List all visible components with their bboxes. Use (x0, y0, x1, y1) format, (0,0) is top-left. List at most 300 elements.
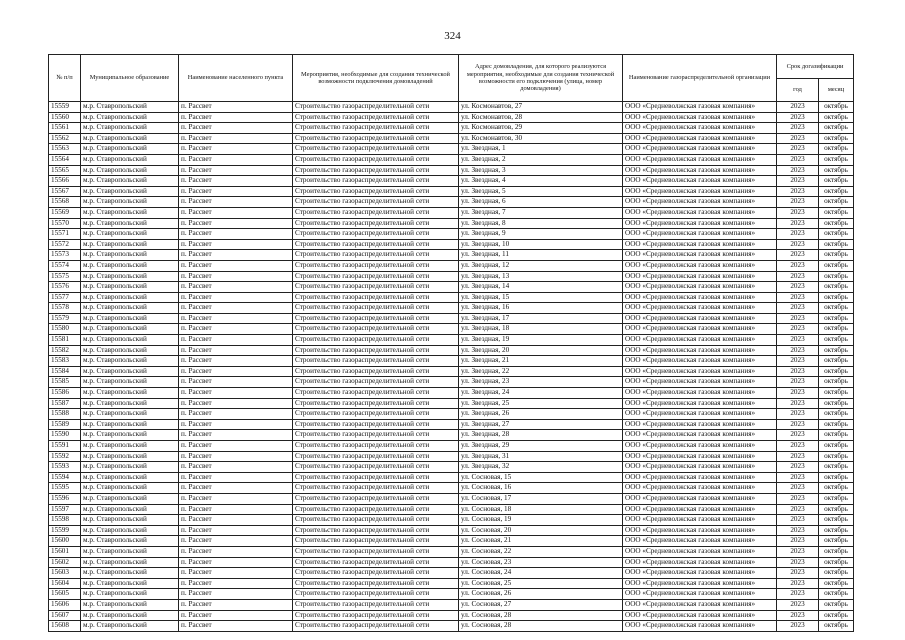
cell-year: 2023 (777, 271, 819, 282)
cell-month: октябрь (819, 345, 854, 356)
cell-num: 15559 (49, 102, 81, 113)
cell-municipality: м.р. Ставропольский (81, 515, 179, 526)
cell-num: 15591 (49, 441, 81, 452)
cell-municipality: м.р. Ставропольский (81, 419, 179, 430)
table-row (49, 260, 854, 271)
cell-address: ул. Звездная, 8 (459, 218, 623, 229)
connection-table (48, 54, 854, 632)
table-row (49, 599, 854, 610)
cell-municipality: м.р. Ставропольский (81, 493, 179, 504)
cell-settlement: п. Рассвет (179, 430, 293, 441)
cell-num: 15566 (49, 176, 81, 187)
cell-num: 15599 (49, 525, 81, 536)
cell-measure: Строительство газораспределительной сети (293, 324, 459, 335)
cell-address: ул. Звездная, 9 (459, 229, 623, 240)
cell-address: ул. Звездная, 19 (459, 335, 623, 346)
cell-org: ООО «Средневолжская газовая компания» (623, 207, 777, 218)
cell-year: 2023 (777, 218, 819, 229)
cell-settlement: п. Рассвет (179, 610, 293, 621)
cell-measure: Строительство газораспределительной сети (293, 483, 459, 494)
cell-municipality: м.р. Ставропольский (81, 260, 179, 271)
cell-num: 15608 (49, 621, 81, 632)
cell-year: 2023 (777, 621, 819, 632)
cell-address: ул. Звездная, 4 (459, 176, 623, 187)
cell-month: октябрь (819, 271, 854, 282)
cell-measure: Строительство газораспределительной сети (293, 197, 459, 208)
table-row (49, 144, 854, 155)
cell-num: 15595 (49, 483, 81, 494)
table-row (49, 102, 854, 113)
cell-measure: Строительство газораспределительной сети (293, 525, 459, 536)
table-row (49, 578, 854, 589)
cell-org: ООО «Средневолжская газовая компания» (623, 250, 777, 261)
cell-org: ООО «Средневолжская газовая компания» (623, 324, 777, 335)
cell-org: ООО «Средневолжская газовая компания» (623, 409, 777, 420)
cell-address: ул. Звездная, 32 (459, 462, 623, 473)
cell-year: 2023 (777, 398, 819, 409)
table-row (49, 133, 854, 144)
cell-year: 2023 (777, 441, 819, 452)
table-row (49, 112, 854, 123)
cell-year: 2023 (777, 430, 819, 441)
cell-measure: Строительство газораспределительной сети (293, 335, 459, 346)
cell-municipality: м.р. Ставропольский (81, 303, 179, 314)
cell-address: ул. Звездная, 10 (459, 239, 623, 250)
cell-settlement: п. Рассвет (179, 599, 293, 610)
cell-municipality: м.р. Ставропольский (81, 366, 179, 377)
cell-measure: Строительство газораспределительной сети (293, 536, 459, 547)
cell-municipality: м.р. Ставропольский (81, 462, 179, 473)
cell-org: ООО «Средневолжская газовая компания» (623, 589, 777, 600)
cell-num: 15569 (49, 207, 81, 218)
cell-measure: Строительство газораспределительной сети (293, 557, 459, 568)
cell-org: ООО «Средневолжская газовая компания» (623, 515, 777, 526)
cell-settlement: п. Рассвет (179, 504, 293, 515)
cell-municipality: м.р. Ставропольский (81, 578, 179, 589)
cell-month: октябрь (819, 313, 854, 324)
cell-measure: Строительство газораспределительной сети (293, 112, 459, 123)
cell-year: 2023 (777, 102, 819, 113)
table-row (49, 504, 854, 515)
cell-year: 2023 (777, 356, 819, 367)
table-row (49, 557, 854, 568)
cell-org: ООО «Средневолжская газовая компания» (623, 303, 777, 314)
cell-settlement: п. Рассвет (179, 419, 293, 430)
cell-month: октябрь (819, 451, 854, 462)
cell-address: ул. Звездная, 23 (459, 377, 623, 388)
cell-year: 2023 (777, 568, 819, 579)
cell-address: ул. Звездная, 6 (459, 197, 623, 208)
cell-org: ООО «Средневолжская газовая компания» (623, 186, 777, 197)
cell-address: ул. Сосновая, 24 (459, 568, 623, 579)
cell-address: ул. Сосновая, 15 (459, 472, 623, 483)
cell-municipality: м.р. Ставропольский (81, 250, 179, 261)
cell-num: 15571 (49, 229, 81, 240)
table-row (49, 207, 854, 218)
cell-measure: Строительство газораспределительной сети (293, 229, 459, 240)
cell-month: октябрь (819, 536, 854, 547)
cell-measure: Строительство газораспределительной сети (293, 419, 459, 430)
cell-municipality: м.р. Ставропольский (81, 483, 179, 494)
cell-municipality: м.р. Ставропольский (81, 599, 179, 610)
cell-measure: Строительство газораспределительной сети (293, 610, 459, 621)
cell-municipality: м.р. Ставропольский (81, 610, 179, 621)
cell-year: 2023 (777, 366, 819, 377)
table-row (49, 239, 854, 250)
cell-year: 2023 (777, 133, 819, 144)
cell-month: октябрь (819, 282, 854, 293)
cell-num: 15562 (49, 133, 81, 144)
cell-num: 15583 (49, 356, 81, 367)
cell-measure: Строительство газораспределительной сети (293, 292, 459, 303)
cell-org: ООО «Средневолжская газовая компания» (623, 377, 777, 388)
table-row (49, 176, 854, 187)
cell-num: 15606 (49, 599, 81, 610)
cell-municipality: м.р. Ставропольский (81, 504, 179, 515)
cell-address: ул. Сосновая, 28 (459, 610, 623, 621)
cell-municipality: м.р. Ставропольский (81, 123, 179, 134)
cell-month: октябрь (819, 398, 854, 409)
cell-year: 2023 (777, 165, 819, 176)
cell-num: 15564 (49, 154, 81, 165)
cell-settlement: п. Рассвет (179, 377, 293, 388)
cell-org: ООО «Средневолжская газовая компания» (623, 419, 777, 430)
cell-year: 2023 (777, 197, 819, 208)
table-row (49, 366, 854, 377)
cell-measure: Строительство газораспределительной сети (293, 589, 459, 600)
cell-year: 2023 (777, 462, 819, 473)
cell-municipality: м.р. Ставропольский (81, 430, 179, 441)
cell-year: 2023 (777, 546, 819, 557)
cell-address: ул. Сосновая, 28 (459, 621, 623, 632)
table-row (49, 472, 854, 483)
cell-month: октябрь (819, 366, 854, 377)
cell-measure: Строительство газораспределительной сети (293, 102, 459, 113)
cell-measure: Строительство газораспределительной сети (293, 345, 459, 356)
cell-org: ООО «Средневолжская газовая компания» (623, 568, 777, 579)
cell-org: ООО «Средневолжская газовая компания» (623, 546, 777, 557)
cell-num: 15604 (49, 578, 81, 589)
cell-measure: Строительство газораспределительной сети (293, 430, 459, 441)
cell-measure: Строительство газораспределительной сети (293, 388, 459, 399)
cell-month: октябрь (819, 441, 854, 452)
cell-measure: Строительство газораспределительной сети (293, 186, 459, 197)
cell-settlement: п. Рассвет (179, 292, 293, 303)
table-row (49, 525, 854, 536)
cell-settlement: п. Рассвет (179, 398, 293, 409)
cell-year: 2023 (777, 207, 819, 218)
cell-measure: Строительство газораспределительной сети (293, 621, 459, 632)
header-address: Адрес домовладения, для которого реализуются мероприятия, необходимые для создания технической возможности его подключения (улица, номер домовладения) (459, 55, 623, 102)
cell-org: ООО «Средневолжская газовая компания» (623, 197, 777, 208)
cell-settlement: п. Рассвет (179, 578, 293, 589)
cell-measure: Строительство газораспределительной сети (293, 441, 459, 452)
table-row (49, 430, 854, 441)
cell-month: октябрь (819, 218, 854, 229)
cell-measure: Строительство газораспределительной сети (293, 493, 459, 504)
cell-municipality: м.р. Ставропольский (81, 335, 179, 346)
cell-address: ул. Звездная, 16 (459, 303, 623, 314)
cell-address: ул. Сосновая, 20 (459, 525, 623, 536)
cell-month: октябрь (819, 207, 854, 218)
cell-municipality: м.р. Ставропольский (81, 207, 179, 218)
header-org: Наименование газораспределительной организации (623, 55, 777, 102)
cell-measure: Строительство газораспределительной сети (293, 546, 459, 557)
cell-municipality: м.р. Ставропольский (81, 472, 179, 483)
header-measures: Мероприятия, необходимые для создания технической возможности подключения домовладений (293, 55, 459, 102)
cell-month: октябрь (819, 430, 854, 441)
cell-num: 15588 (49, 409, 81, 420)
cell-year: 2023 (777, 186, 819, 197)
cell-settlement: п. Рассвет (179, 133, 293, 144)
cell-num: 15584 (49, 366, 81, 377)
cell-measure: Строительство газораспределительной сети (293, 409, 459, 420)
cell-num: 15560 (49, 112, 81, 123)
cell-month: октябрь (819, 165, 854, 176)
cell-address: ул. Космонавтов, 27 (459, 102, 623, 113)
cell-address: ул. Сосновая, 25 (459, 578, 623, 589)
table-row (49, 610, 854, 621)
cell-address: ул. Звездная, 25 (459, 398, 623, 409)
cell-measure: Строительство газораспределительной сети (293, 218, 459, 229)
cell-month: октябрь (819, 493, 854, 504)
cell-num: 15597 (49, 504, 81, 515)
cell-address: ул. Звездная, 22 (459, 366, 623, 377)
cell-address: ул. Космонавтов, 28 (459, 112, 623, 123)
header-settlement: Наименование населенного пункта (179, 55, 293, 102)
cell-settlement: п. Рассвет (179, 536, 293, 547)
cell-municipality: м.р. Ставропольский (81, 441, 179, 452)
header-num: № п/п (49, 55, 81, 102)
cell-settlement: п. Рассвет (179, 546, 293, 557)
cell-settlement: п. Рассвет (179, 207, 293, 218)
table-row (49, 186, 854, 197)
cell-settlement: п. Рассвет (179, 409, 293, 420)
cell-num: 15590 (49, 430, 81, 441)
cell-measure: Строительство газораспределительной сети (293, 356, 459, 367)
cell-month: октябрь (819, 102, 854, 113)
cell-month: октябрь (819, 546, 854, 557)
cell-year: 2023 (777, 493, 819, 504)
cell-num: 15577 (49, 292, 81, 303)
table-row (49, 313, 854, 324)
cell-org: ООО «Средневолжская газовая компания» (623, 536, 777, 547)
table-row (49, 388, 854, 399)
cell-municipality: м.р. Ставропольский (81, 176, 179, 187)
cell-org: ООО «Средневолжская газовая компания» (623, 388, 777, 399)
cell-address: ул. Сосновая, 26 (459, 589, 623, 600)
cell-org: ООО «Средневолжская газовая компания» (623, 356, 777, 367)
cell-measure: Строительство газораспределительной сети (293, 568, 459, 579)
cell-year: 2023 (777, 419, 819, 430)
cell-address: ул. Сосновая, 22 (459, 546, 623, 557)
cell-year: 2023 (777, 483, 819, 494)
cell-month: октябрь (819, 419, 854, 430)
cell-org: ООО «Средневолжская газовая компания» (623, 557, 777, 568)
cell-settlement: п. Рассвет (179, 388, 293, 399)
cell-month: октябрь (819, 324, 854, 335)
cell-month: октябрь (819, 483, 854, 494)
cell-municipality: м.р. Ставропольский (81, 621, 179, 632)
table-row (49, 536, 854, 547)
cell-num: 15607 (49, 610, 81, 621)
table-row (49, 154, 854, 165)
cell-settlement: п. Рассвет (179, 218, 293, 229)
cell-year: 2023 (777, 599, 819, 610)
cell-measure: Строительство газораспределительной сети (293, 250, 459, 261)
table-row (49, 165, 854, 176)
cell-measure: Строительство газораспределительной сети (293, 313, 459, 324)
cell-address: ул. Звездная, 14 (459, 282, 623, 293)
table-row (49, 419, 854, 430)
table-row (49, 218, 854, 229)
table-header (49, 55, 854, 102)
cell-address: ул. Звездная, 11 (459, 250, 623, 261)
cell-year: 2023 (777, 260, 819, 271)
table-row (49, 345, 854, 356)
cell-month: октябрь (819, 260, 854, 271)
cell-org: ООО «Средневолжская газовая компания» (623, 282, 777, 293)
cell-num: 15578 (49, 303, 81, 314)
table-row (49, 197, 854, 208)
cell-year: 2023 (777, 610, 819, 621)
cell-settlement: п. Рассвет (179, 282, 293, 293)
cell-measure: Строительство газораспределительной сети (293, 462, 459, 473)
cell-address: ул. Звездная, 18 (459, 324, 623, 335)
table-row (49, 546, 854, 557)
cell-municipality: м.р. Ставропольский (81, 133, 179, 144)
cell-address: ул. Звездная, 29 (459, 441, 623, 452)
cell-settlement: п. Рассвет (179, 589, 293, 600)
cell-num: 15585 (49, 377, 81, 388)
cell-year: 2023 (777, 345, 819, 356)
table-row (49, 621, 854, 632)
cell-org: ООО «Средневолжская газовая компания» (623, 525, 777, 536)
cell-address: ул. Звездная, 17 (459, 313, 623, 324)
cell-month: октябрь (819, 525, 854, 536)
cell-address: ул. Сосновая, 18 (459, 504, 623, 515)
table-row (49, 271, 854, 282)
cell-address: ул. Звездная, 2 (459, 154, 623, 165)
cell-org: ООО «Средневолжская газовая компания» (623, 398, 777, 409)
cell-num: 15581 (49, 335, 81, 346)
cell-settlement: п. Рассвет (179, 621, 293, 632)
cell-settlement: п. Рассвет (179, 250, 293, 261)
cell-num: 15568 (49, 197, 81, 208)
cell-org: ООО «Средневолжская газовая компания» (623, 366, 777, 377)
cell-municipality: м.р. Ставропольский (81, 102, 179, 113)
header-month: месяц (819, 79, 854, 102)
cell-settlement: п. Рассвет (179, 271, 293, 282)
cell-year: 2023 (777, 515, 819, 526)
cell-month: октябрь (819, 568, 854, 579)
cell-municipality: м.р. Ставропольский (81, 451, 179, 462)
table-row (49, 451, 854, 462)
cell-municipality: м.р. Ставропольский (81, 557, 179, 568)
cell-settlement: п. Рассвет (179, 366, 293, 377)
cell-num: 15563 (49, 144, 81, 155)
cell-org: ООО «Средневолжская газовая компания» (623, 102, 777, 113)
header-year: год (777, 79, 819, 102)
cell-num: 15600 (49, 536, 81, 547)
cell-month: октябрь (819, 589, 854, 600)
table-row (49, 324, 854, 335)
cell-year: 2023 (777, 335, 819, 346)
cell-settlement: п. Рассвет (179, 462, 293, 473)
cell-municipality: м.р. Ставропольский (81, 568, 179, 579)
cell-settlement: п. Рассвет (179, 515, 293, 526)
cell-measure: Строительство газораспределительной сети (293, 271, 459, 282)
cell-measure: Строительство газораспределительной сети (293, 282, 459, 293)
cell-org: ООО «Средневолжская газовая компания» (623, 504, 777, 515)
cell-settlement: п. Рассвет (179, 102, 293, 113)
page-number: 324 (444, 30, 461, 42)
cell-org: ООО «Средневолжская газовая компания» (623, 610, 777, 621)
cell-month: октябрь (819, 335, 854, 346)
cell-month: октябрь (819, 239, 854, 250)
cell-org: ООО «Средневолжская газовая компания» (623, 451, 777, 462)
table-row (49, 292, 854, 303)
cell-address: ул. Звездная, 7 (459, 207, 623, 218)
cell-measure: Строительство газораспределительной сети (293, 504, 459, 515)
cell-month: октябрь (819, 377, 854, 388)
cell-month: октябрь (819, 250, 854, 261)
cell-org: ООО «Средневолжская газовая компания» (623, 462, 777, 473)
cell-org: ООО «Средневолжская газовая компания» (623, 335, 777, 346)
header-deadline: Срок догазификации (777, 55, 854, 79)
cell-municipality: м.р. Ставропольский (81, 589, 179, 600)
cell-measure: Строительство газораспределительной сети (293, 599, 459, 610)
cell-settlement: п. Рассвет (179, 345, 293, 356)
cell-settlement: п. Рассвет (179, 197, 293, 208)
cell-address: ул. Звездная, 21 (459, 356, 623, 367)
cell-year: 2023 (777, 536, 819, 547)
cell-municipality: м.р. Ставропольский (81, 271, 179, 282)
table-row (49, 589, 854, 600)
cell-settlement: п. Рассвет (179, 557, 293, 568)
cell-org: ООО «Средневолжская газовая компания» (623, 176, 777, 187)
table-row (49, 377, 854, 388)
cell-settlement: п. Рассвет (179, 303, 293, 314)
cell-org: ООО «Средневолжская газовая компания» (623, 430, 777, 441)
cell-year: 2023 (777, 176, 819, 187)
cell-address: ул. Звездная, 24 (459, 388, 623, 399)
cell-municipality: м.р. Ставропольский (81, 536, 179, 547)
table-row (49, 493, 854, 504)
cell-municipality: м.р. Ставропольский (81, 409, 179, 420)
cell-org: ООО «Средневолжская газовая компания» (623, 599, 777, 610)
table-row (49, 282, 854, 293)
header-row (49, 55, 854, 79)
cell-org: ООО «Средневолжская газовая компания» (623, 154, 777, 165)
cell-month: октябрь (819, 388, 854, 399)
cell-year: 2023 (777, 229, 819, 240)
cell-measure: Строительство газораспределительной сети (293, 451, 459, 462)
cell-address: ул. Сосновая, 16 (459, 483, 623, 494)
cell-municipality: м.р. Ставропольский (81, 229, 179, 240)
cell-measure: Строительство газораспределительной сети (293, 472, 459, 483)
cell-num: 15593 (49, 462, 81, 473)
cell-municipality: м.р. Ставропольский (81, 345, 179, 356)
table-row (49, 515, 854, 526)
cell-year: 2023 (777, 313, 819, 324)
table-row (49, 441, 854, 452)
cell-year: 2023 (777, 112, 819, 123)
cell-num: 15592 (49, 451, 81, 462)
cell-settlement: п. Рассвет (179, 123, 293, 134)
cell-num: 15603 (49, 568, 81, 579)
cell-org: ООО «Средневолжская газовая компания» (623, 165, 777, 176)
